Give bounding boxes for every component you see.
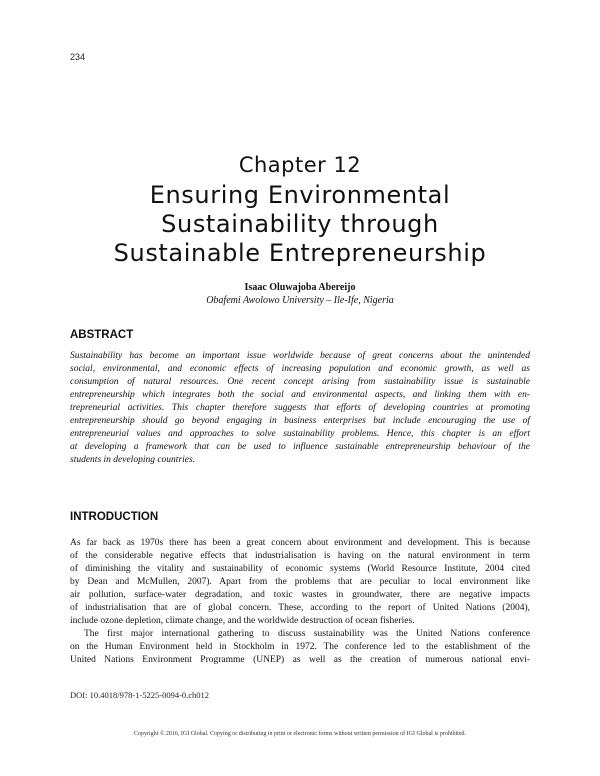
chapter-title-line: Ensuring Environmental <box>149 181 451 209</box>
abstract-line: consumption of natural resources. One recent concept arising from sustainability issue is sustainable <box>70 377 530 387</box>
chapter-title <box>60 181 540 268</box>
body-line: of the considerable negative effects that industrialisation is having on the natural environment in term <box>70 551 530 561</box>
chapter-title-line: Sustainable Entrepreneurship <box>113 239 487 267</box>
abstract-line: at developing a framework that can be used to influence sustainable entrepreneurship behaviour of the <box>70 442 530 452</box>
abstract-text <box>70 350 530 467</box>
abstract-line: students in developing countries. <box>70 455 196 465</box>
abstract-line: trepreneurial activities. This chapter therefore suggests that efforts of developing countries at promoting <box>70 403 530 413</box>
chapter-title-line: Sustainability through <box>161 210 439 238</box>
doi-link[interactable]: DOI: 10.4018/978-1-5225-0094-0.ch012 <box>70 690 210 700</box>
author-name: Isaac Oluwajoba Abereijo <box>244 282 356 293</box>
body-line: include ozone depletion, climate change, and the worldwide destruction of ocean fisheries. <box>70 616 415 626</box>
introduction-text <box>70 537 530 667</box>
abstract-line: Sustainability has become an important issue worldwide because of great concerns about the unintended <box>70 351 530 361</box>
abstract-line: entrepreneurial values and approaches to solve sustainability problems. Hence, this chapter is an effort <box>70 429 530 439</box>
abstract-heading: ABSTRACT <box>70 329 134 341</box>
abstract-line: entrepreneurship which integrates both the social and environmental aspects, and linking them with en- <box>70 390 530 400</box>
body-line: of diminishing the vitality and sustainability of economic systems (World Resource Institute, 2004 cited <box>70 564 530 574</box>
body-line: of industrialisation that are of global concern. These, according to the report of United Nations (2004), <box>70 603 530 613</box>
chapter-label: Chapter 12 <box>238 153 362 177</box>
body-line: As far back as 1970s there has been a great concern about environment and development. This is because <box>70 538 530 548</box>
page-number: 234 <box>70 52 86 62</box>
body-line: United Nations Environment Programme (UNEP) as well as the creation of numerous national envi- <box>70 655 530 665</box>
author-affiliation: Obafemi Awolowo University – Ile-Ife, Nigeria <box>206 295 394 306</box>
body-line: on the Human Environment held in Stockholm in 1972. The conference led to the establishment of the <box>70 642 530 652</box>
body-line: The first major international gathering to discuss sustainability was the United Nations conference <box>84 629 530 639</box>
abstract-line: social, environmental, and economic effects of increasing population and economic growth, as well as <box>70 364 530 374</box>
body-line: by Dean and McMullen, 2007). Apart from the problems that are peculiar to local environment like <box>70 577 530 587</box>
introduction-heading: INTRODUCTION <box>70 511 159 523</box>
abstract-line: entrepreneurship should go beyond engaging in business enterprises but include encouraging the use of <box>70 416 530 426</box>
copyright-notice: Copyright © 2016, IGI Global. Copying or distributing in print or electronic forms without written permission of IGI Global is prohibited. <box>133 731 466 737</box>
body-line: air pollution, surface-water degradation, and toxic wastes in groundwater, there are negative impacts <box>70 590 530 600</box>
